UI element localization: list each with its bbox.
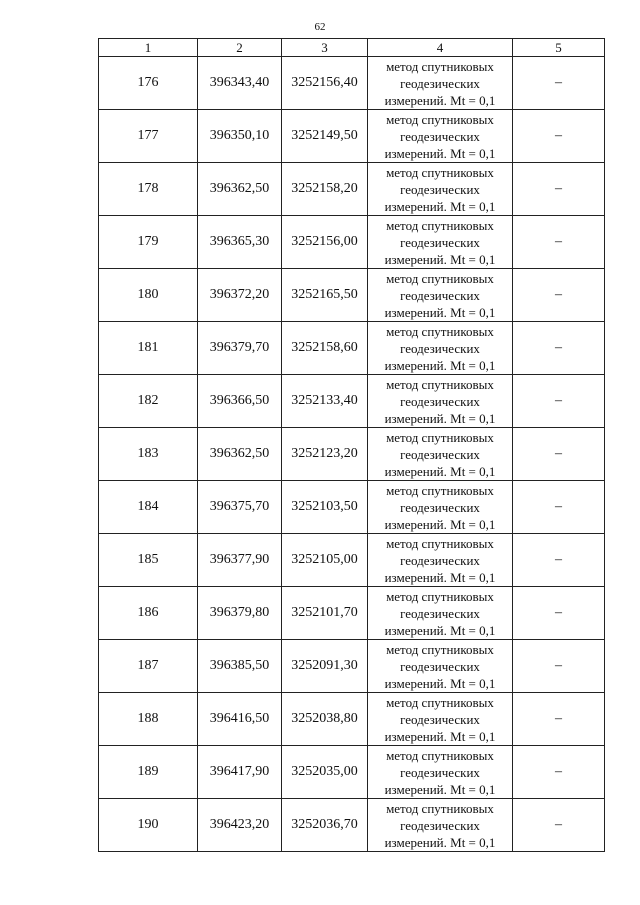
y-coordinate-cell: 3252035,00 [282, 746, 368, 799]
method-text-line: геодезических [400, 711, 480, 727]
method-cell [368, 57, 513, 110]
method-text-line: измерений. Mt = 0,1 [384, 728, 496, 744]
method-text-line: геодезических [400, 764, 480, 780]
y-coordinate-cell: 3252038,80 [282, 693, 368, 746]
method-cell [368, 375, 513, 428]
column-5-cell: – [513, 216, 605, 269]
column-header-5: 5 [513, 39, 605, 57]
y-coordinate-cell: 3252105,00 [282, 534, 368, 587]
point-number-cell: 186 [99, 587, 198, 640]
method-text-line: измерений. Mt = 0,1 [384, 781, 496, 797]
point-number-cell: 179 [99, 216, 198, 269]
method-text-line: геодезических [400, 499, 480, 515]
x-coordinate-cell: 396350,10 [198, 110, 282, 163]
method-text-line: измерений. Mt = 0,1 [384, 675, 496, 691]
point-number-cell: 184 [99, 481, 198, 534]
x-coordinate-cell: 396377,90 [198, 534, 282, 587]
y-coordinate-cell: 3252091,30 [282, 640, 368, 693]
method-text-line: измерений. Mt = 0,1 [384, 410, 496, 426]
method-cell [368, 746, 513, 799]
method-text-line: геодезических [400, 552, 480, 568]
y-coordinate-cell: 3252156,40 [282, 57, 368, 110]
y-coordinate-cell: 3252158,60 [282, 322, 368, 375]
method-text-line: измерений. Mt = 0,1 [384, 463, 496, 479]
point-number-cell: 180 [99, 269, 198, 322]
column-5-cell: – [513, 481, 605, 534]
point-number-cell: 178 [99, 163, 198, 216]
x-coordinate-cell: 396379,80 [198, 587, 282, 640]
column-5-cell: – [513, 322, 605, 375]
column-5-cell: – [513, 163, 605, 216]
table-row [99, 57, 605, 110]
method-text-line: геодезических [400, 234, 480, 250]
method-text-line: геодезических [400, 340, 480, 356]
table-row [99, 534, 605, 587]
column-5-cell: – [513, 57, 605, 110]
page-number: 62 [314, 21, 326, 33]
method-text-line: метод спутниковых [386, 164, 494, 180]
method-text-line: геодезических [400, 446, 480, 462]
column-5-cell: – [513, 693, 605, 746]
method-cell [368, 587, 513, 640]
y-coordinate-cell: 3252165,50 [282, 269, 368, 322]
column-5-cell: – [513, 428, 605, 481]
point-number-cell: 183 [99, 428, 198, 481]
method-text-line: измерений. Mt = 0,1 [384, 304, 496, 320]
method-text-line: измерений. Mt = 0,1 [384, 92, 496, 108]
method-cell [368, 693, 513, 746]
x-coordinate-cell: 396366,50 [198, 375, 282, 428]
method-cell [368, 640, 513, 693]
method-cell [368, 428, 513, 481]
method-text-line: метод спутниковых [386, 482, 494, 498]
method-cell [368, 481, 513, 534]
y-coordinate-cell: 3252036,70 [282, 799, 368, 852]
column-5-cell: – [513, 110, 605, 163]
table-row [99, 481, 605, 534]
y-coordinate-cell: 3252149,50 [282, 110, 368, 163]
method-text-line: измерений. Mt = 0,1 [384, 198, 496, 214]
method-text-line: метод спутниковых [386, 217, 494, 233]
table-row [99, 799, 605, 852]
column-5-cell: – [513, 746, 605, 799]
method-text-line: геодезических [400, 75, 480, 91]
column-header-1: 1 [99, 39, 198, 57]
y-coordinate-cell: 3252123,20 [282, 428, 368, 481]
method-text-line: геодезических [400, 393, 480, 409]
table-row [99, 216, 605, 269]
method-text-line: геодезических [400, 605, 480, 621]
x-coordinate-cell: 396372,20 [198, 269, 282, 322]
method-text-line: метод спутниковых [386, 800, 494, 816]
method-text-line: метод спутниковых [386, 376, 494, 392]
column-header-4: 4 [368, 39, 513, 57]
column-5-cell: – [513, 375, 605, 428]
method-text-line: измерений. Mt = 0,1 [384, 622, 496, 638]
method-cell [368, 216, 513, 269]
column-header-3: 3 [282, 39, 368, 57]
x-coordinate-cell: 396423,20 [198, 799, 282, 852]
y-coordinate-cell: 3252133,40 [282, 375, 368, 428]
point-number-cell: 189 [99, 746, 198, 799]
table-row [99, 163, 605, 216]
y-coordinate-cell: 3252103,50 [282, 481, 368, 534]
point-number-cell: 185 [99, 534, 198, 587]
method-text-line: метод спутниковых [386, 429, 494, 445]
method-text-line: метод спутниковых [386, 270, 494, 286]
x-coordinate-cell: 396343,40 [198, 57, 282, 110]
method-text-line: геодезических [400, 287, 480, 303]
table-row [99, 428, 605, 481]
method-cell [368, 110, 513, 163]
table-row [99, 587, 605, 640]
column-5-cell: – [513, 640, 605, 693]
x-coordinate-cell: 396375,70 [198, 481, 282, 534]
method-text-line: метод спутниковых [386, 535, 494, 551]
point-number-cell: 187 [99, 640, 198, 693]
table-row [99, 375, 605, 428]
point-number-cell: 190 [99, 799, 198, 852]
point-number-cell: 181 [99, 322, 198, 375]
x-coordinate-cell: 396365,30 [198, 216, 282, 269]
method-text-line: метод спутниковых [386, 58, 494, 74]
method-cell [368, 163, 513, 216]
method-text-line: метод спутниковых [386, 588, 494, 604]
method-text-line: геодезических [400, 181, 480, 197]
x-coordinate-cell: 396416,50 [198, 693, 282, 746]
method-text-line: геодезических [400, 817, 480, 833]
x-coordinate-cell: 396362,50 [198, 428, 282, 481]
method-cell [368, 269, 513, 322]
method-text-line: геодезических [400, 658, 480, 674]
column-5-cell: – [513, 269, 605, 322]
method-text-line: измерений. Mt = 0,1 [384, 569, 496, 585]
point-number-cell: 176 [99, 57, 198, 110]
column-header-2: 2 [198, 39, 282, 57]
coordinates-table [98, 38, 605, 852]
y-coordinate-cell: 3252101,70 [282, 587, 368, 640]
y-coordinate-cell: 3252158,20 [282, 163, 368, 216]
y-coordinate-cell: 3252156,00 [282, 216, 368, 269]
method-cell [368, 799, 513, 852]
method-text-line: метод спутниковых [386, 111, 494, 127]
column-5-cell: – [513, 799, 605, 852]
method-text-line: метод спутниковых [386, 323, 494, 339]
method-text-line: измерений. Mt = 0,1 [384, 834, 496, 850]
table-row [99, 746, 605, 799]
x-coordinate-cell: 396379,70 [198, 322, 282, 375]
header-row [99, 39, 605, 57]
x-coordinate-cell: 396385,50 [198, 640, 282, 693]
point-number-cell: 177 [99, 110, 198, 163]
table-row [99, 322, 605, 375]
method-cell [368, 534, 513, 587]
table-row [99, 640, 605, 693]
method-text-line: измерений. Mt = 0,1 [384, 251, 496, 267]
table-row [99, 693, 605, 746]
table-row [99, 110, 605, 163]
method-text-line: измерений. Mt = 0,1 [384, 357, 496, 373]
x-coordinate-cell: 396362,50 [198, 163, 282, 216]
table-row [99, 269, 605, 322]
point-number-cell: 182 [99, 375, 198, 428]
method-text-line: измерений. Mt = 0,1 [384, 516, 496, 532]
method-text-line: метод спутниковых [386, 641, 494, 657]
column-5-cell: – [513, 587, 605, 640]
method-cell [368, 322, 513, 375]
point-number-cell: 188 [99, 693, 198, 746]
method-text-line: геодезических [400, 128, 480, 144]
method-text-line: измерений. Mt = 0,1 [384, 145, 496, 161]
column-5-cell: – [513, 534, 605, 587]
method-text-line: метод спутниковых [386, 747, 494, 763]
method-text-line: метод спутниковых [386, 694, 494, 710]
x-coordinate-cell: 396417,90 [198, 746, 282, 799]
